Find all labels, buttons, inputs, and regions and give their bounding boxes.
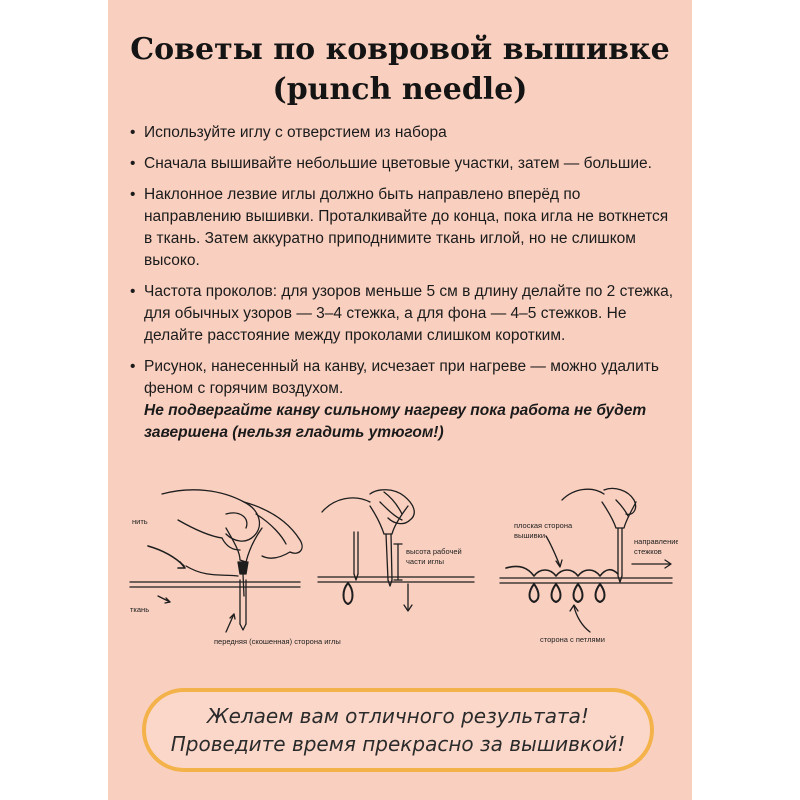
label-direction-2: стежков (634, 547, 662, 556)
tip-text: Рисунок, нанесенный на канву, исчезает при нагреве — можно удалить феном с горячим воздухом. (144, 358, 659, 397)
hand-fingers-icon (322, 490, 414, 524)
tip-text: Сначала вышивайте небольшие цветовые участки, затем — большие. (144, 155, 652, 172)
tip-text: Частота проколов: для узоров меньше 5 см в длину делайте по 2 стежка, для обычных узоров — 3–4 стежка, а для фона — 4–5 стежков. Не делайте расстояние между проколами слишком коротким. (144, 283, 674, 344)
bullet: • (130, 155, 136, 172)
label-thread: нить (132, 517, 148, 526)
tip-item (130, 153, 678, 175)
label-working-height-1: высота рабочей (406, 547, 462, 556)
tip-text: Наклонное лезвие иглы должно быть направлено вперёд по направлению вышивки. Проталкивайте до конца, пока игла не воткнется в ткань. Затем аккуратно приподнимите ткань иглой, но не слишком высоко. (144, 186, 669, 269)
page-title (108, 30, 692, 110)
technique-illustration (122, 484, 678, 659)
arrow-icon (158, 596, 235, 632)
label-needle-front: передняя (скошенная) сторона иглы (214, 637, 341, 646)
label-flat-side-1: плоская сторона (514, 521, 573, 530)
label-fabric: ткань (130, 605, 150, 614)
closing-line-1: Желаем вам отличного результата! (207, 704, 589, 728)
label-working-height-2: части иглы (406, 557, 445, 566)
label-flat-side-2: вышивки (514, 531, 546, 540)
tips-list (130, 122, 678, 453)
fabric-line (130, 582, 300, 587)
tip-item (130, 281, 678, 347)
tip-text: Используйте иглу с отверстием из набора (144, 124, 447, 141)
bullet: • (130, 358, 136, 375)
bullet: • (130, 186, 136, 203)
bullet: • (130, 124, 136, 141)
hand-with-needle-icon (162, 490, 302, 558)
bullet: • (130, 283, 136, 300)
instruction-card (108, 0, 692, 800)
title-line-2: (punch needle) (272, 72, 528, 107)
label-direction-1: направление (634, 537, 678, 546)
heat-warning: Не подвергайте канву сильному нагреву пока работа не будет завершена (нельзя гладить утюгом!) (144, 402, 647, 441)
loop-icon (344, 583, 353, 604)
hand-fingers-icon (562, 488, 636, 516)
punch-needle-icon (354, 506, 408, 586)
height-bracket (394, 544, 402, 580)
fabric-line (500, 578, 672, 583)
label-loop-side: сторона с петлями (540, 635, 605, 644)
title-line-1: Советы по ковровой вышивке (130, 32, 670, 67)
tip-item (130, 122, 678, 144)
thread-icon (148, 546, 238, 576)
arrow-icon (404, 584, 412, 611)
needle-diagram (122, 484, 678, 654)
closing-message (142, 688, 654, 772)
loop-icon (530, 584, 605, 602)
stitch-thread (506, 566, 618, 576)
tip-item (130, 356, 678, 444)
tip-item (130, 184, 678, 272)
punch-needle-icon (226, 528, 262, 630)
closing-line-2: Проведите время прекрасно за вышивкой! (170, 732, 626, 756)
